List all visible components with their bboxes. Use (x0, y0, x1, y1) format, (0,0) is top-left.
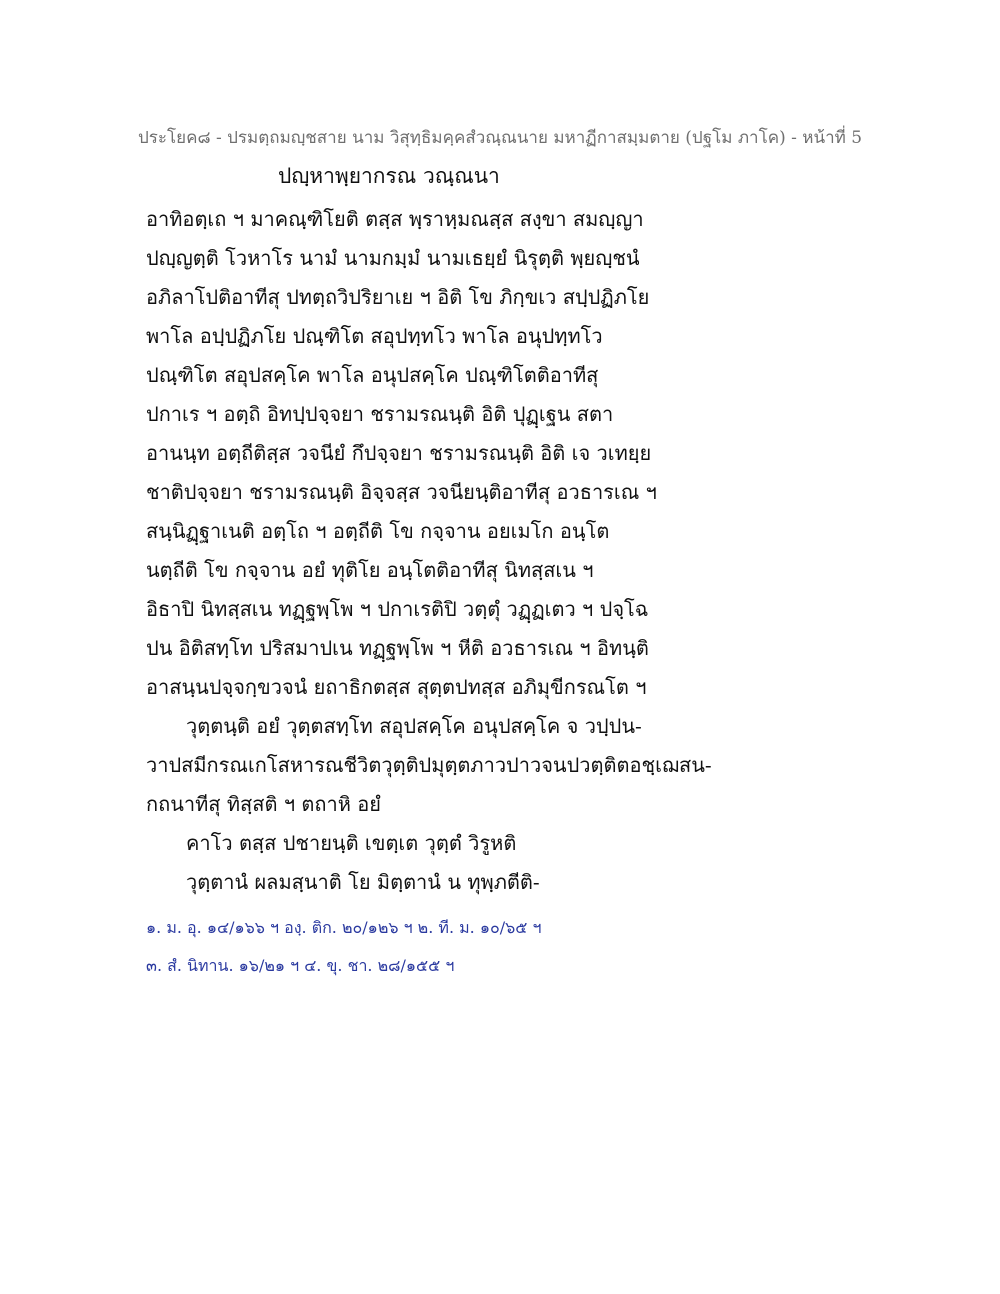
text-line: อาทิอตฺเถ ฯ มาคณฺฑิโยติ ตสฺส พฺราหฺมณสฺส สงฺขา สมญฺญา (146, 207, 644, 231)
text-line: อภิลาโปติอาทีสุ ปทตฺถวิปริยาเย ฯ อิติ โข ภิกฺขเว สปฺปฏิภโย (146, 285, 650, 309)
text-line: อาสนฺนปจฺจกฺขวจนํ ยถาธิกตสฺส สุตฺตปทสฺส อภิมุขีกรณโต ฯ (146, 675, 647, 699)
running-header: ประโยค๘ - ปรมตฺถมญฺชสาย นาม วิสุทฺธิมคฺคสํวณฺณนาย มหาฏีกาสมฺมตาย (ปฐโม ภาโค) - หน้าที่ 5 (137, 128, 863, 148)
text-line: พาโล อปฺปฏิภโย ปณฺฑิโต สอุปทฺทโว พาโล อนุปทฺทโว (146, 324, 603, 348)
footnote-line: ๓. สํ. นิทาน. ๑๖/๒๑ ฯ ๔. ขุ. ชา. ๒๘/๑๕๕ ฯ (146, 956, 455, 975)
text-line: ปน อิติสทฺโท ปริสมาปเน ทฏฺฐพฺโพ ฯ หีติ อวธารเณ ฯ อิทนฺติ (146, 636, 649, 660)
text-line: นตฺถีติ โข กจฺจาน อยํ ทุติโย อนฺโตติอาทีสุ นิทสฺสเน ฯ (146, 558, 594, 582)
verse-line: วุตฺตานํ ผลมสฺนาติ โย มิตฺตานํ น ทุพฺภตีติ- (186, 870, 540, 894)
text-line: อานนฺท อตฺถีติสฺส วจนียํ กึปจฺจยา ชรามรณนฺติ อิติ เจ วเทยฺย (146, 441, 652, 465)
text-line: ปกาเร ฯ อตฺถิ อิทปฺปจฺจยา ชรามรณนฺติ อิติ ปุฏฺเฐน สตา (146, 402, 614, 426)
section-heading: ปญฺหาพฺยากรณ วณฺณนา (278, 164, 500, 188)
paragraph-start-line: วุตฺตนฺติ อยํ วุตฺตสทฺโท สอุปสคฺโค อนุปสคฺโค จ วปฺปน- (186, 714, 642, 738)
text-line: ปญฺญตฺติ โวหาโร นามํ นามกมฺมํ นามเธยฺยํ นิรุตฺติ พฺยญฺชนํ (146, 246, 640, 270)
text-line: ชาติปจฺจยา ชรามรณนฺติ อิจฺจสฺส วจนียนฺติอาทีสุ อวธารเณ ฯ (146, 480, 657, 504)
body-text (146, 200, 712, 902)
footnotes (146, 913, 686, 989)
verse-line: คาโว ตสฺส ปชายนฺติ เขตฺเต วุตฺตํ วิรูหติ (186, 831, 517, 855)
text-line: กถนาทีสุ ทิสฺสติ ฯ ตถาหิ อยํ (146, 792, 381, 816)
text-line: ปณฺฑิโต สอุปสคฺโค พาโล อนุปสคฺโค ปณฺฑิโตติอาทีสุ (146, 363, 599, 387)
footnote-line: ๑. ม. อุ. ๑๔/๑๖๖ ฯ องฺ. ติก. ๒๐/๑๒๖ ฯ ๒. ที. ม. ๑๐/๖๕ ฯ (146, 918, 542, 937)
text-line: สนฺนิฏฺฐาเนติ อตฺโถ ฯ อตฺถีติ โข กจฺจาน อยเมโก อนฺโต (146, 519, 610, 543)
text-line: วาปสมีกรณเกโสหารณชีวิตวุตฺติปมุตฺตภาวปาวจนปวตฺติตอชฺเฌสน- (146, 753, 712, 777)
text-line: อิธาปิ นิทสฺสเน ทฏฺฐพฺโพ ฯ ปกาเรติปิ วตฺตุํ วฏฺฏเตว ฯ ปจฺโฉ (146, 597, 649, 621)
